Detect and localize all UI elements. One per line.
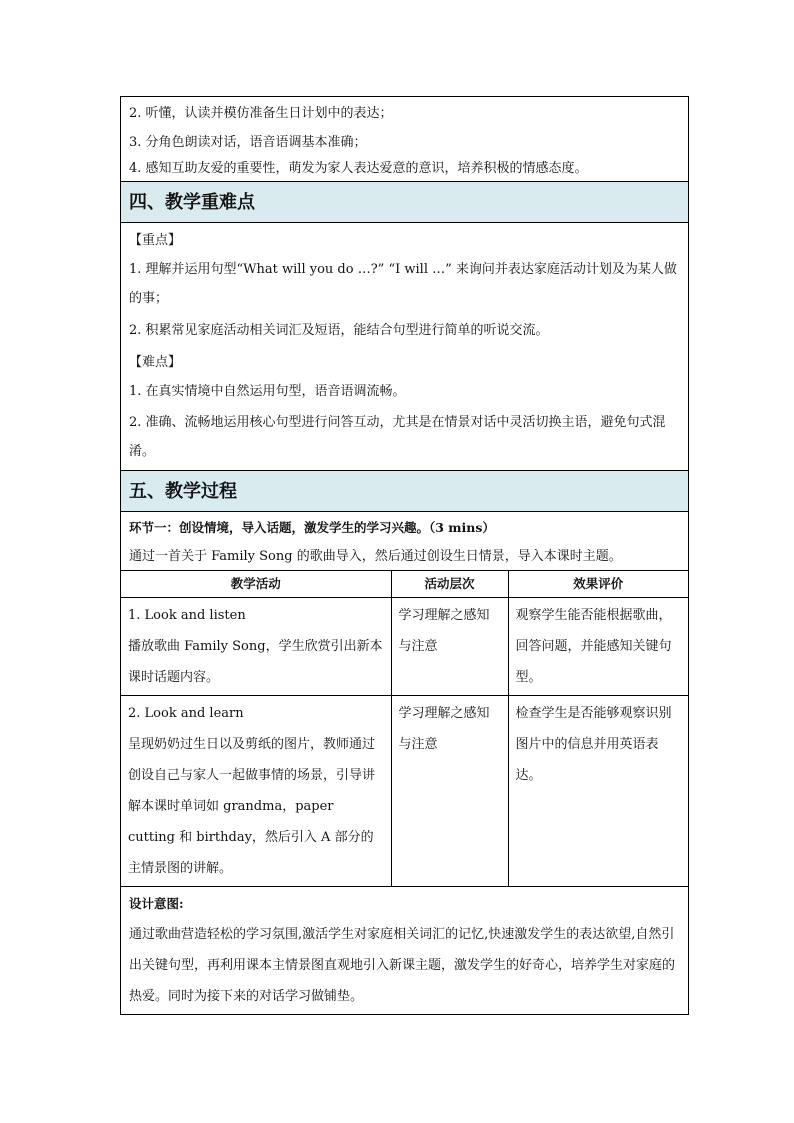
level-cell: 学习理解之感知与注意: [391, 696, 508, 887]
objective-item: 4. 感知互助友爱的重要性，萌发为家人表达爱意的意识，培养积极的情感态度。: [129, 161, 588, 176]
step1-description: 通过一首关于 Family Song 的歌曲导入，然后通过创设生日情景，导入本课时主题。: [129, 549, 622, 564]
difficult-point: 2. 准确、流畅地运用核心句型进行问答互动，尤其是在情景对话中灵活切换主语，避免句式混淆。: [129, 415, 666, 459]
design-intent-label: 设计意图:: [129, 896, 184, 911]
difficult-point: 1. 在真实情境中自然运用句型，语音语调流畅。: [129, 384, 406, 399]
column-header: 效果评价: [508, 571, 688, 598]
design-intent-block: [120, 887, 689, 1015]
key-point: 1. 理解并运用句型“What will you do …?” “I will …” 来询问并表达家庭活动计划及为某人做的事；: [129, 262, 677, 306]
key-label: 【重点】: [129, 233, 182, 248]
objectives-block: [120, 96, 689, 181]
activity-cell: 1. Look and listen 播放歌曲 Family Song，学生欣赏引出新本课时话题内容。: [121, 598, 391, 696]
key-difficult-block: [120, 222, 689, 470]
evaluation-cell: 检查学生是否能够观察识别图片中的信息并用英语表达。: [508, 696, 688, 887]
objective-item: 3. 分角色朗读对话，语音语调基本准确；: [129, 135, 367, 150]
objective-item: 2. 听懂，认读并模仿准备生日计划中的表达；: [129, 106, 393, 121]
evaluation-cell: 观察学生能否能根据歌曲，回答问题，并能感知关键句型。: [508, 598, 688, 696]
section-heading-key-difficult: 四、教学重难点: [120, 181, 689, 222]
column-header: 教学活动: [121, 571, 391, 598]
table-header-row: [121, 571, 688, 598]
table-row: [121, 598, 688, 696]
key-point: 2. 积累常见家庭活动相关词汇及短语，能结合句型进行简单的听说交流。: [129, 323, 549, 338]
column-header: 活动层次: [391, 571, 508, 598]
section-heading-process: 五、教学过程: [120, 470, 689, 511]
difficult-label: 【难点】: [129, 355, 182, 370]
design-intent-text: 通过歌曲营造轻松的学习氛围,激活学生对家庭相关词汇的记忆,快速激发学生的表达欲望,自然引出关键句型，再利用课本主情景图直观地引入新课主题，激发学生的好奇心，培养学生对家庭的热爱。同时为接下来的对话学习做铺垫。: [129, 927, 676, 1004]
activity-table-wrapper: [120, 570, 689, 887]
lesson-plan-page: [120, 96, 689, 1015]
step1-block: [120, 511, 689, 571]
activity-table: [121, 570, 688, 887]
table-row: [121, 696, 688, 887]
step1-title: 环节一：创设情境，导入话题，激发学生的学习兴趣。（3 mins）: [129, 520, 495, 535]
activity-cell: 2. Look and learn 呈现奶奶过生日以及剪纸的图片，教师通过创设自己与家人一起做事情的场景，引导讲解本课时单词如 grandma，paper cutting 和 birthday，然后引入 A 部分的主情景图的讲解。: [121, 696, 391, 887]
level-cell: 学习理解之感知与注意: [391, 598, 508, 696]
